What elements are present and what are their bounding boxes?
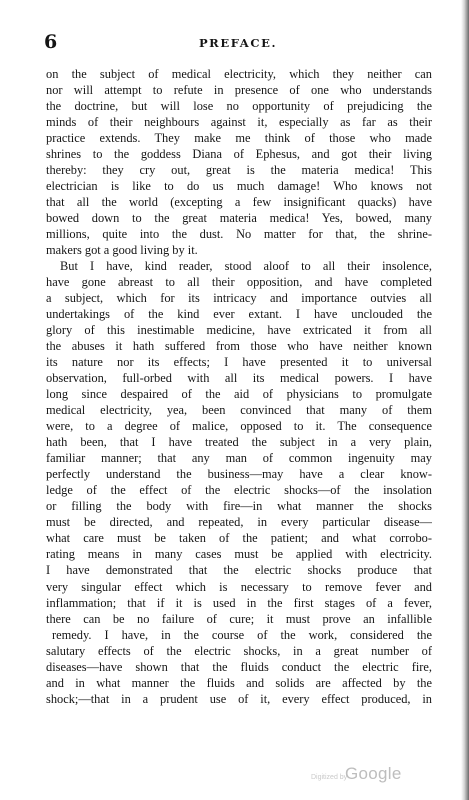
text-line: electrician is like to do us much damage! Who knows not (46, 179, 432, 194)
text-line: the doctrine, but will lose no opportunity of prejudicing the (46, 99, 432, 114)
text-line: inflammation; that if it is used in the first stages of a fever, (46, 595, 432, 610)
text-line: minds of their neighbours against it, especially as far as their (46, 115, 432, 130)
text-line: what care must be taken of the patient; and what corrobo- (46, 531, 432, 546)
text-line: medical electricity, yea, been convinced that many of them (46, 403, 432, 418)
text-line: a subject, which for its intricacy and importance outvies all (46, 291, 432, 306)
text-line: shrines to the goddess Diana of Ephesus, and got their living (46, 147, 432, 162)
text-line: familiar manner; that any man of common ingenuity may (46, 451, 432, 466)
text-line: and in what manner the fluids and solids are affected by the (46, 675, 432, 690)
text-line: long since despaired of the aid of physicians to promulgate (46, 387, 432, 402)
text-line: practice extends. They make me think of those who made (46, 131, 432, 146)
text-line: millions, quite into the dust. No matter for that, the shrine- (46, 227, 432, 242)
text-line: on the subject of medical electricity, which they neither can (46, 67, 432, 81)
text-line: perfectly understand the business—may have a clear know- (46, 467, 432, 482)
text-line: hath been, that I have treated the subject in a very plain, (46, 435, 432, 450)
running-head: PREFACE. (198, 36, 278, 50)
text-line: that all the world (excepting a few insignificant quacks) have (46, 195, 432, 210)
text-line: have gone abreast to all their opposition, and have completed (46, 275, 432, 290)
google-logo: Google (345, 764, 402, 783)
digitized-by-label: Digitized by (311, 774, 348, 781)
text-line: ledge of the effect of the electric shocks—of the insolation (46, 483, 432, 498)
text-line: diseases—have shown that the fluids conduct the electric fire, (46, 659, 432, 674)
text-line: observation, full-orbed with all its medical powers. I have (46, 371, 432, 386)
page-header (44, 32, 432, 56)
text-line: rating means in many cases must be applied with electricity. (46, 547, 432, 562)
text-line: bowed down to the great materia medica! Yes, bowed, many (46, 211, 432, 226)
text-line: very singular effect which is necessary to remove fever and (46, 579, 432, 594)
text-line: there can be no failure of cure; it must prove an infallible (46, 611, 432, 626)
text-line: shock;—that in a prudent use of it, every effect produced, in (46, 691, 432, 706)
digitization-watermark (311, 764, 451, 788)
text-line: must be directed, and repeated, in every particular disease— (46, 515, 432, 530)
text-line: remedy. I have, in the course of the work, considered the (52, 627, 432, 642)
text-line: I have demonstrated that the electric shocks produce that (46, 563, 432, 578)
text-line: undertakings of the kind ever extant. I have unclouded the (46, 307, 432, 322)
text-line: the abuses it hath suffered from those who have neither known (46, 339, 432, 354)
text-line: glory of this inestimable medicine, have extricated it from all (46, 323, 432, 338)
text-line: were, to a degree of malice, opposed to it. The consequence (46, 419, 432, 434)
text-line: or filling the body with fire—in what manner the shocks (46, 499, 432, 514)
body-text (46, 66, 432, 707)
page-edge-shadow (461, 0, 469, 800)
text-line: thereby: they cry out, great is the materia medica! This (46, 163, 432, 178)
text-line: makers got a good living by it. (46, 243, 198, 258)
page-number: 6 (44, 31, 58, 53)
text-line: salutary effects of the electric shocks, in a great number of (46, 643, 432, 658)
text-line: But I have, kind reader, stood aloof to all their insolence, (60, 259, 432, 274)
text-line: its nature nor its effects; I have presented it to universal (46, 355, 432, 370)
text-line: nor will attempt to refute in presence of one who understands (46, 83, 432, 98)
